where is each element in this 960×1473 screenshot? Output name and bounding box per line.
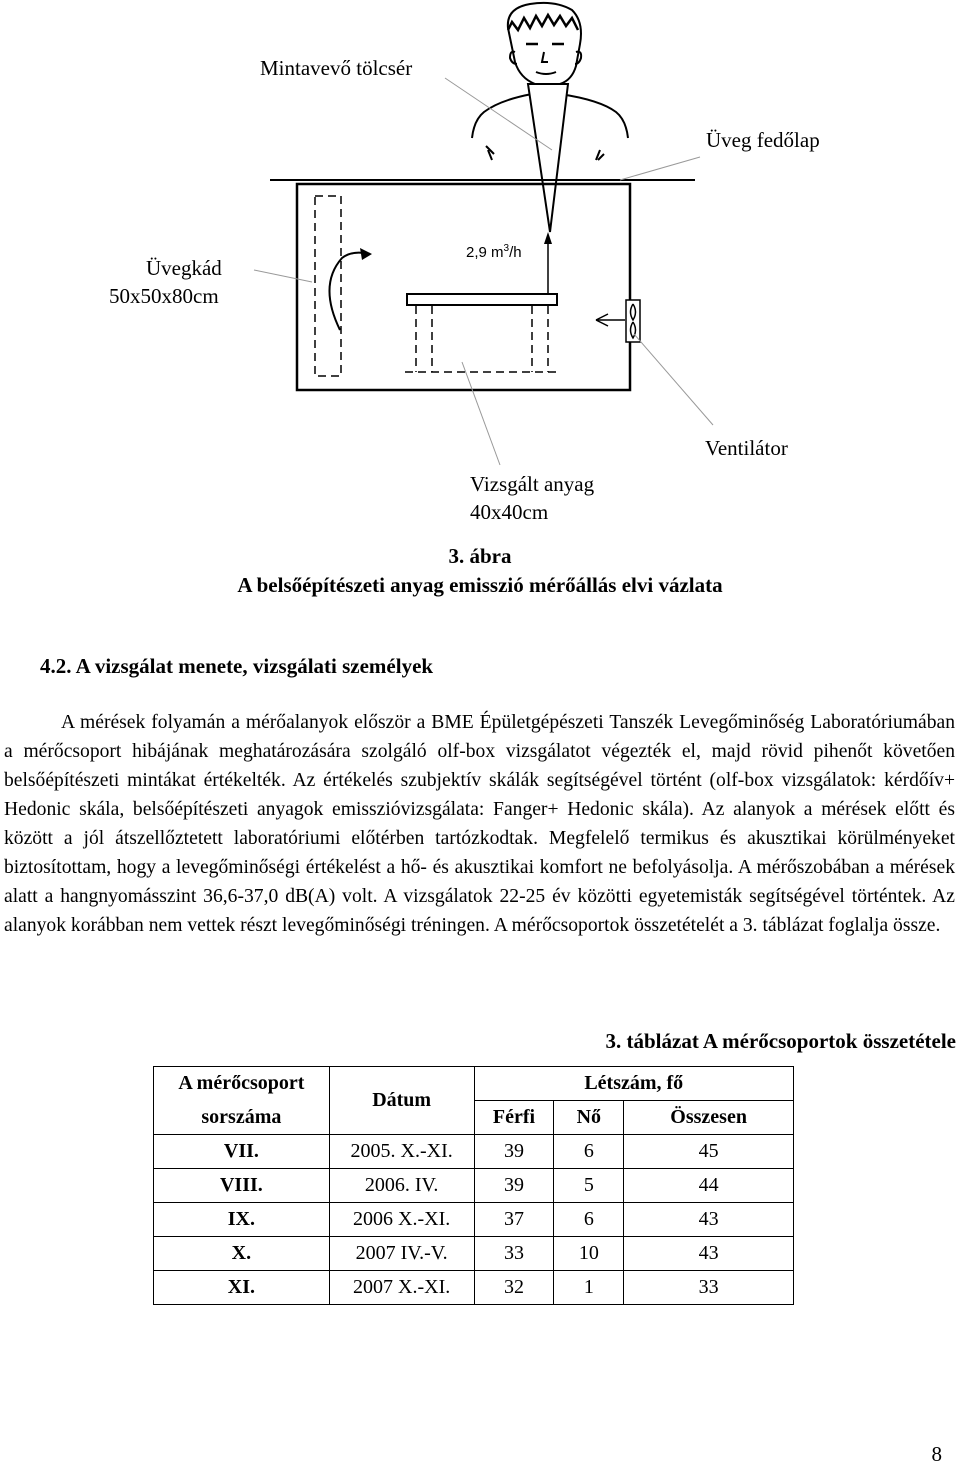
table-row [154, 1135, 794, 1169]
flow-rate-label [466, 243, 522, 261]
header-group-line2: sorszáma [154, 1101, 330, 1135]
header-date: Dátum [329, 1067, 474, 1135]
material-label-line2: 40x40cm [470, 500, 549, 524]
cell-date: 2007 IV.-V. [329, 1237, 474, 1271]
cell-group: IX. [154, 1203, 330, 1237]
page-number: 8 [931, 1442, 942, 1466]
table-row [154, 1203, 794, 1237]
cell-male: 39 [474, 1135, 554, 1169]
glass-cover-label: Üveg fedőlap [706, 128, 820, 152]
flow-rate-unit: /h [509, 244, 522, 261]
cell-group: X. [154, 1237, 330, 1271]
cell-male: 39 [474, 1169, 554, 1203]
header-total: Összesen [624, 1101, 794, 1135]
tank-label-line1: Üvegkád [146, 256, 222, 280]
cell-date: 2005. X.-XI. [329, 1135, 474, 1169]
cell-female: 1 [554, 1271, 624, 1305]
section-title: 4.2. A vizsgálat menete, vizsgálati személyek [40, 654, 434, 678]
measurement-groups-table [153, 1066, 794, 1305]
cell-group: VIII. [154, 1169, 330, 1203]
cell-total: 33 [624, 1271, 794, 1305]
figure-caption-title: A belsőépítészeti anyag emisszió mérőállás elvi vázlata [237, 573, 723, 597]
header-group-line1: A mérőcsoport [154, 1067, 330, 1101]
flow-rate-exponent: 3 [503, 243, 510, 254]
cell-male: 33 [474, 1237, 554, 1271]
cell-date: 2006 X.-XI. [329, 1203, 474, 1237]
cell-female: 10 [554, 1237, 624, 1271]
header-male: Férfi [474, 1101, 554, 1135]
setup-diagram [0, 0, 960, 540]
figure-caption-number: 3. ábra [448, 544, 512, 568]
cell-female: 6 [554, 1203, 624, 1237]
table-row [154, 1169, 794, 1203]
table-row [154, 1237, 794, 1271]
header-female: Nő [554, 1101, 624, 1135]
header-count: Létszám, fő [474, 1067, 793, 1101]
cell-group: XI. [154, 1271, 330, 1305]
cell-male: 32 [474, 1271, 554, 1305]
body-paragraph [4, 708, 955, 940]
funnel-label: Mintavevő tölcsér [260, 56, 413, 80]
cell-group: VII. [154, 1135, 330, 1169]
tank-label-line2: 50x50x80cm [109, 284, 219, 308]
glass-tank [297, 184, 630, 390]
fan-label: Ventilátor [705, 436, 788, 460]
cell-date: 2007 X.-XI. [329, 1271, 474, 1305]
cell-date: 2006. IV. [329, 1169, 474, 1203]
sample-board [407, 294, 557, 305]
cell-female: 5 [554, 1169, 624, 1203]
cell-total: 43 [624, 1237, 794, 1271]
cell-total: 45 [624, 1135, 794, 1169]
cell-total: 43 [624, 1203, 794, 1237]
cell-female: 6 [554, 1135, 624, 1169]
cell-male: 37 [474, 1203, 554, 1237]
table-title: 3. táblázat A mérőcsoportok összetétele [605, 1029, 956, 1053]
flow-rate-value: 2,9 m [466, 244, 504, 261]
funnel [528, 84, 568, 232]
table-row [154, 1271, 794, 1305]
body-paragraph-text: A mérések folyamán a mérőalanyok először a BME Épületgépészeti Tanszék Levegőminőség Laboratóriumában a mérőcsoport hibájának meghatározására szolgáló olf-box vizsgálatot végezték el, majd rövid pihenőt követően belsőépítészeti mintákat értékelték. Az értékelés szubjektív skálák segítségével történt (olf-box vizsgálatok: kérdőív+ Hedonic skála, belsőépítészeti anyagok emisszióvizsgálata: Fanger+ Hedonic skála). Az alanyok a mérések előtt és között a jól átszellőztetett laboratóriumi előtérben tartózkodtak. Megfelelő termikus és akusztikai körülményeket biztosítottam, hogy a levegőminőségi értékelést a hő- és akusztikai komfort ne befolyásolja. A mérőszobában a mérések alatt a hangnyomásszint 36,6-37,0 dB(A) volt. A vizsgálatok 22-25 év közötti egyetemisták segítségével történtek. Az alanyok korábban nem vettek részt levegőminőségi tréningen. A mérőcsoportok összetételét a 3. táblázat foglalja össze. [4, 712, 955, 936]
material-label-line1: Vizsgált anyag [470, 472, 595, 496]
cell-total: 44 [624, 1169, 794, 1203]
